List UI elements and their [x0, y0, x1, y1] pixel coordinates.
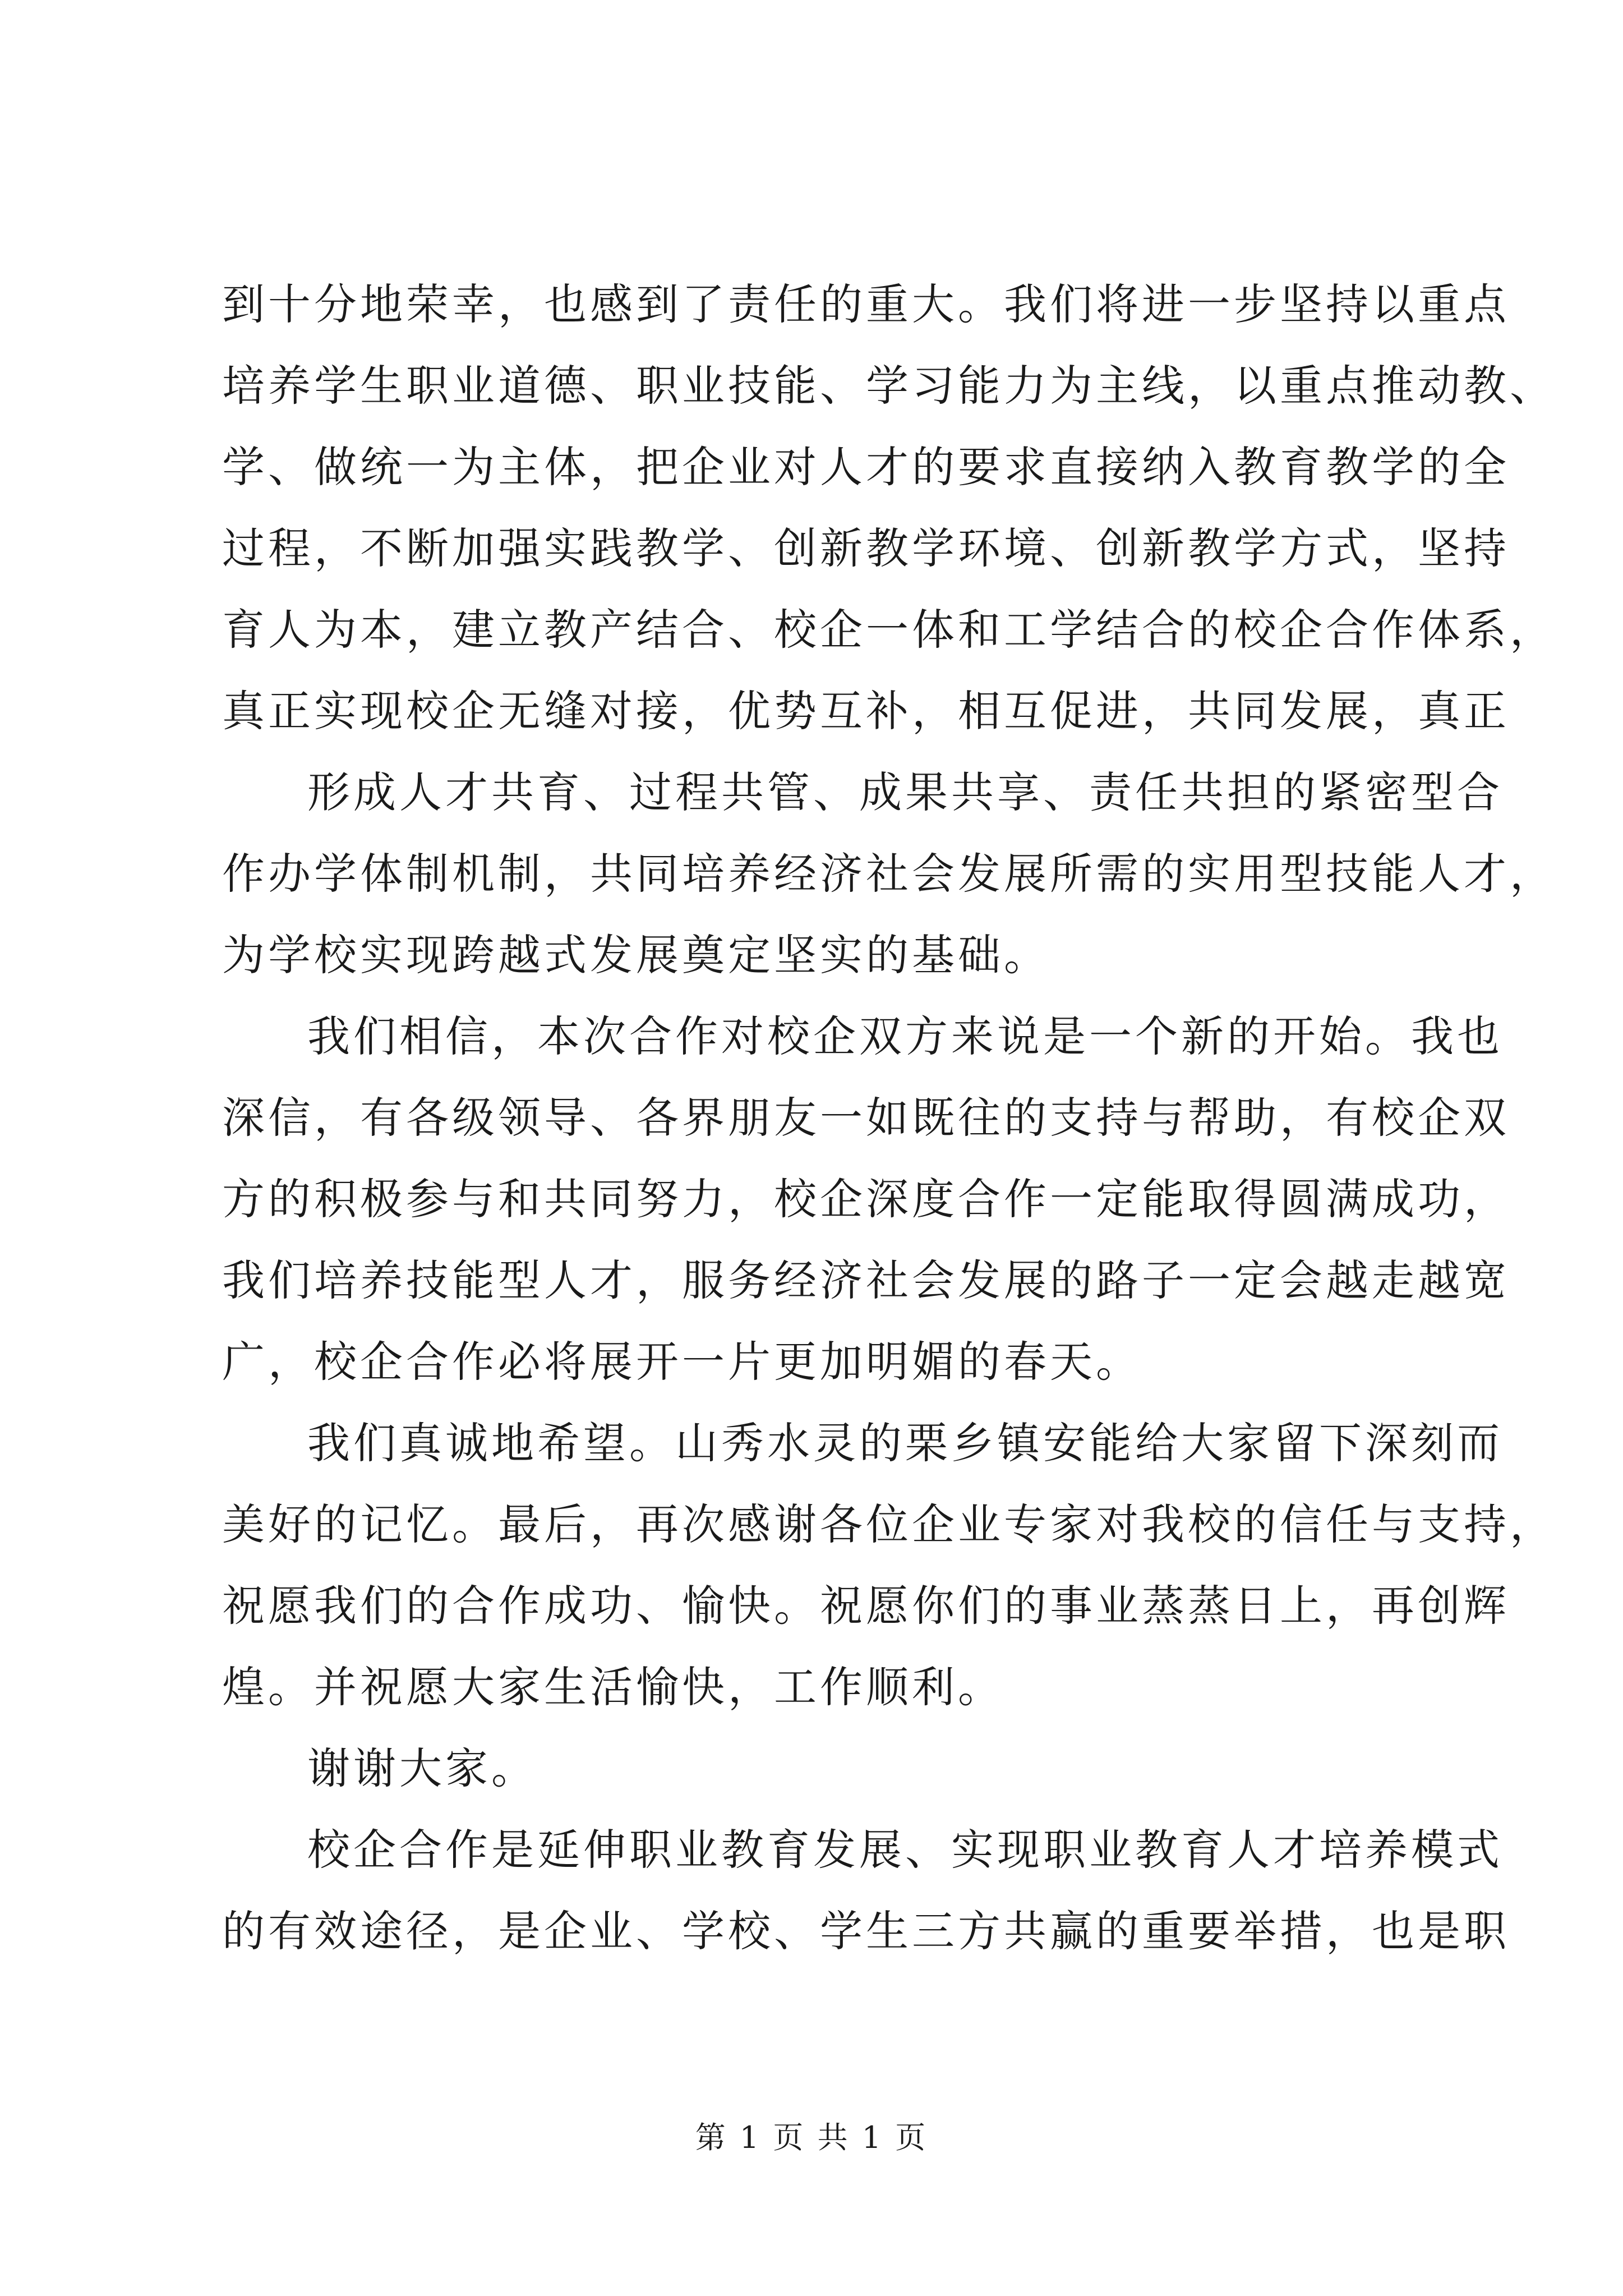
text-line: 祝愿我们的合作成功、愉快。祝愿你们的事业蒸蒸日上，再创辉 [222, 1581, 1510, 1631]
text-line: 我们培养技能型人才，服务经济社会发展的路子一定会越走越宽 [222, 1255, 1510, 1305]
text-line: 谢谢大家。 [307, 1743, 537, 1793]
text-line: 作办学体制机制，共同培养经济社会发展所需的实用型技能人才， [222, 849, 1556, 899]
text-line: 为学校实现跨越式发展奠定坚实的基础。 [222, 930, 1050, 980]
text-line: 到十分地荣幸，也感到了责任的重大。我们将进一步坚持以重点 [222, 279, 1510, 329]
page-footer: 第 1 页 共 1 页 [695, 2120, 928, 2155]
text-line: 真正实现校企无缝对接，优势互补，相互促进，共同发展，真正 [222, 686, 1510, 736]
text-line: 深信，有各级领导、各界朋友一如既往的支持与帮助，有校企双 [222, 1093, 1510, 1143]
text-line: 广，校企合作必将展开一片更加明媚的春天。 [222, 1337, 1142, 1387]
text-line: 方的积极参与和共同努力，校企深度合作一定能取得圆满成功， [222, 1174, 1510, 1224]
text-line: 形成人才共育、过程共管、成果共享、责任共担的紧密型合 [307, 767, 1503, 817]
text-line: 校企合作是延伸职业教育发展、实现职业教育人才培养模式 [307, 1825, 1503, 1875]
text-line: 我们相信，本次合作对校企双方来说是一个新的开始。我也 [307, 1011, 1503, 1061]
text-line: 育人为本，建立教产结合、校企一体和工学结合的校企合作体系， [222, 605, 1556, 655]
text-line: 培养学生职业道德、职业技能、学习能力为主线，以重点推动教、 [222, 361, 1556, 411]
text-line: 的有效途径，是企业、学校、学生三方共赢的重要举措，也是职 [222, 1906, 1510, 1956]
text-line: 学、做统一为主体，把企业对人才的要求直接纳入教育教学的全 [222, 442, 1510, 492]
text-line: 煌。并祝愿大家生活愉快，工作顺利。 [222, 1662, 1004, 1712]
text-line: 过程，不断加强实践教学、创新教学环境、创新教学方式，坚持 [222, 523, 1510, 573]
body-text [222, 264, 1556, 1972]
text-line: 我们真诚地希望。山秀水灵的栗乡镇安能给大家留下深刻而 [307, 1418, 1503, 1468]
text-line: 美好的记忆。最后，再次感谢各位企业专家对我校的信任与支持， [222, 1499, 1556, 1549]
